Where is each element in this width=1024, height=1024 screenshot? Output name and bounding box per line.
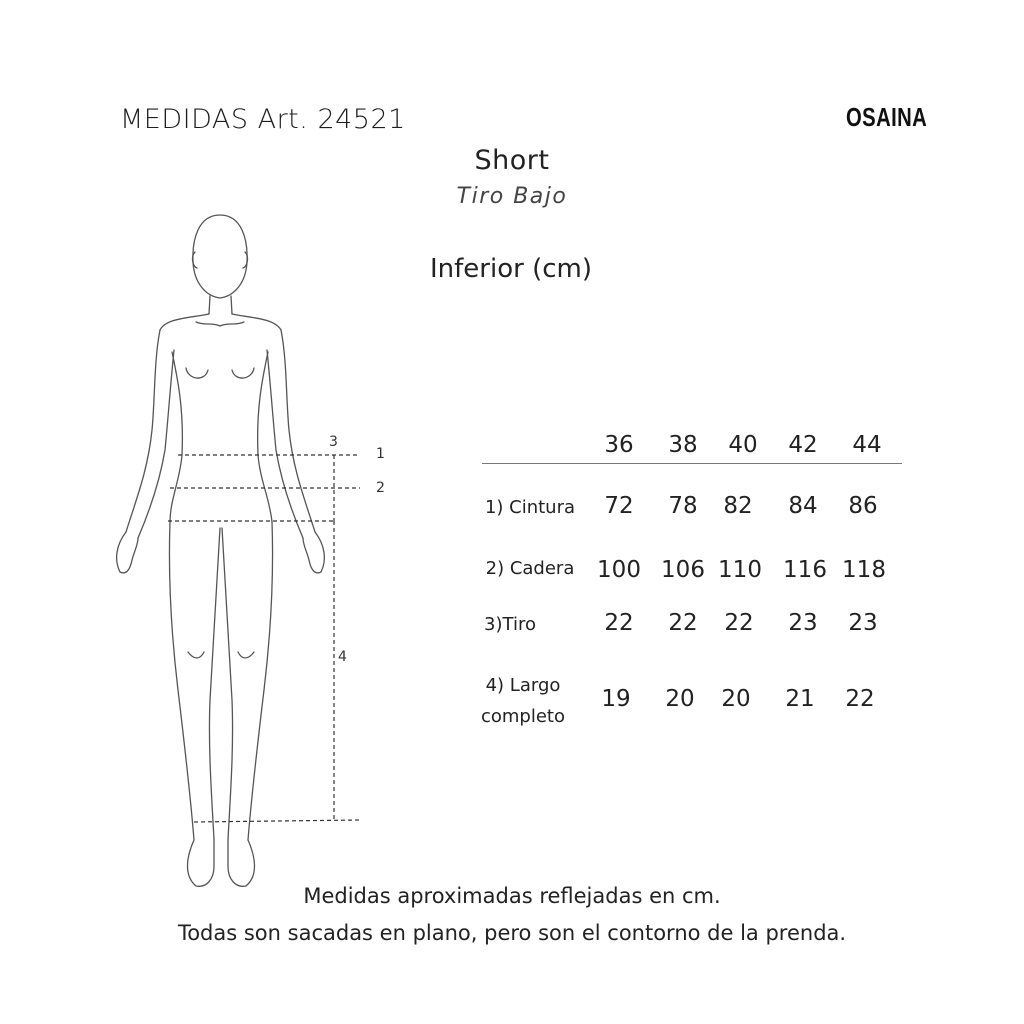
table-divider: [482, 463, 902, 464]
row-label-tiro: 3)Tiro: [484, 614, 536, 635]
size-header-36: 36: [604, 432, 634, 458]
row-label-cadera: 2) Cadera: [485, 558, 575, 579]
size-header-38: 38: [668, 432, 698, 458]
product-variant: Tiro Bajo: [456, 184, 568, 209]
table-cell: 20: [665, 686, 695, 712]
size-header-44: 44: [852, 432, 882, 458]
table-cell: 21: [785, 686, 815, 712]
table-cell: 118: [842, 557, 886, 583]
table-cell: 22: [668, 610, 698, 636]
table-cell: 23: [848, 610, 878, 636]
size-header-40: 40: [728, 432, 758, 458]
table-cell: 20: [721, 686, 751, 712]
brand-logo: OSAINA: [846, 102, 928, 132]
marker-3: 3: [329, 434, 338, 450]
table-cell: 23: [788, 610, 818, 636]
table-cell: 110: [718, 557, 762, 583]
table-cell: 116: [783, 557, 827, 583]
footer-note-2: Todas son sacadas en plano, pero son el contorno de la prenda.: [177, 921, 847, 945]
table-cell: 22: [724, 610, 754, 636]
marker-2: 2: [376, 480, 385, 496]
table-cell: 78: [668, 493, 698, 519]
table-cell: 72: [604, 493, 634, 519]
row-label-cintura: 1) Cintura: [484, 497, 576, 518]
table-cell: 86: [848, 493, 878, 519]
marker-4: 4: [338, 649, 347, 665]
row-label-largo: 4) Largo completo: [480, 675, 565, 727]
table-cell: 100: [597, 557, 641, 583]
section-heading: Inferior (cm): [430, 254, 592, 284]
page-title: MEDIDAS Art. 24521: [120, 104, 406, 135]
size-header-42: 42: [788, 432, 818, 458]
table-cell: 84: [788, 493, 818, 519]
table-cell: 82: [723, 493, 753, 519]
table-cell: 22: [845, 686, 875, 712]
product-name: Short: [474, 145, 550, 176]
table-cell: 22: [604, 610, 634, 636]
footer-note-1: Medidas aproximadas reflejadas en cm.: [303, 884, 721, 908]
table-cell: 19: [601, 686, 631, 712]
marker-1: 1: [376, 446, 385, 462]
table-cell: 106: [661, 557, 705, 583]
